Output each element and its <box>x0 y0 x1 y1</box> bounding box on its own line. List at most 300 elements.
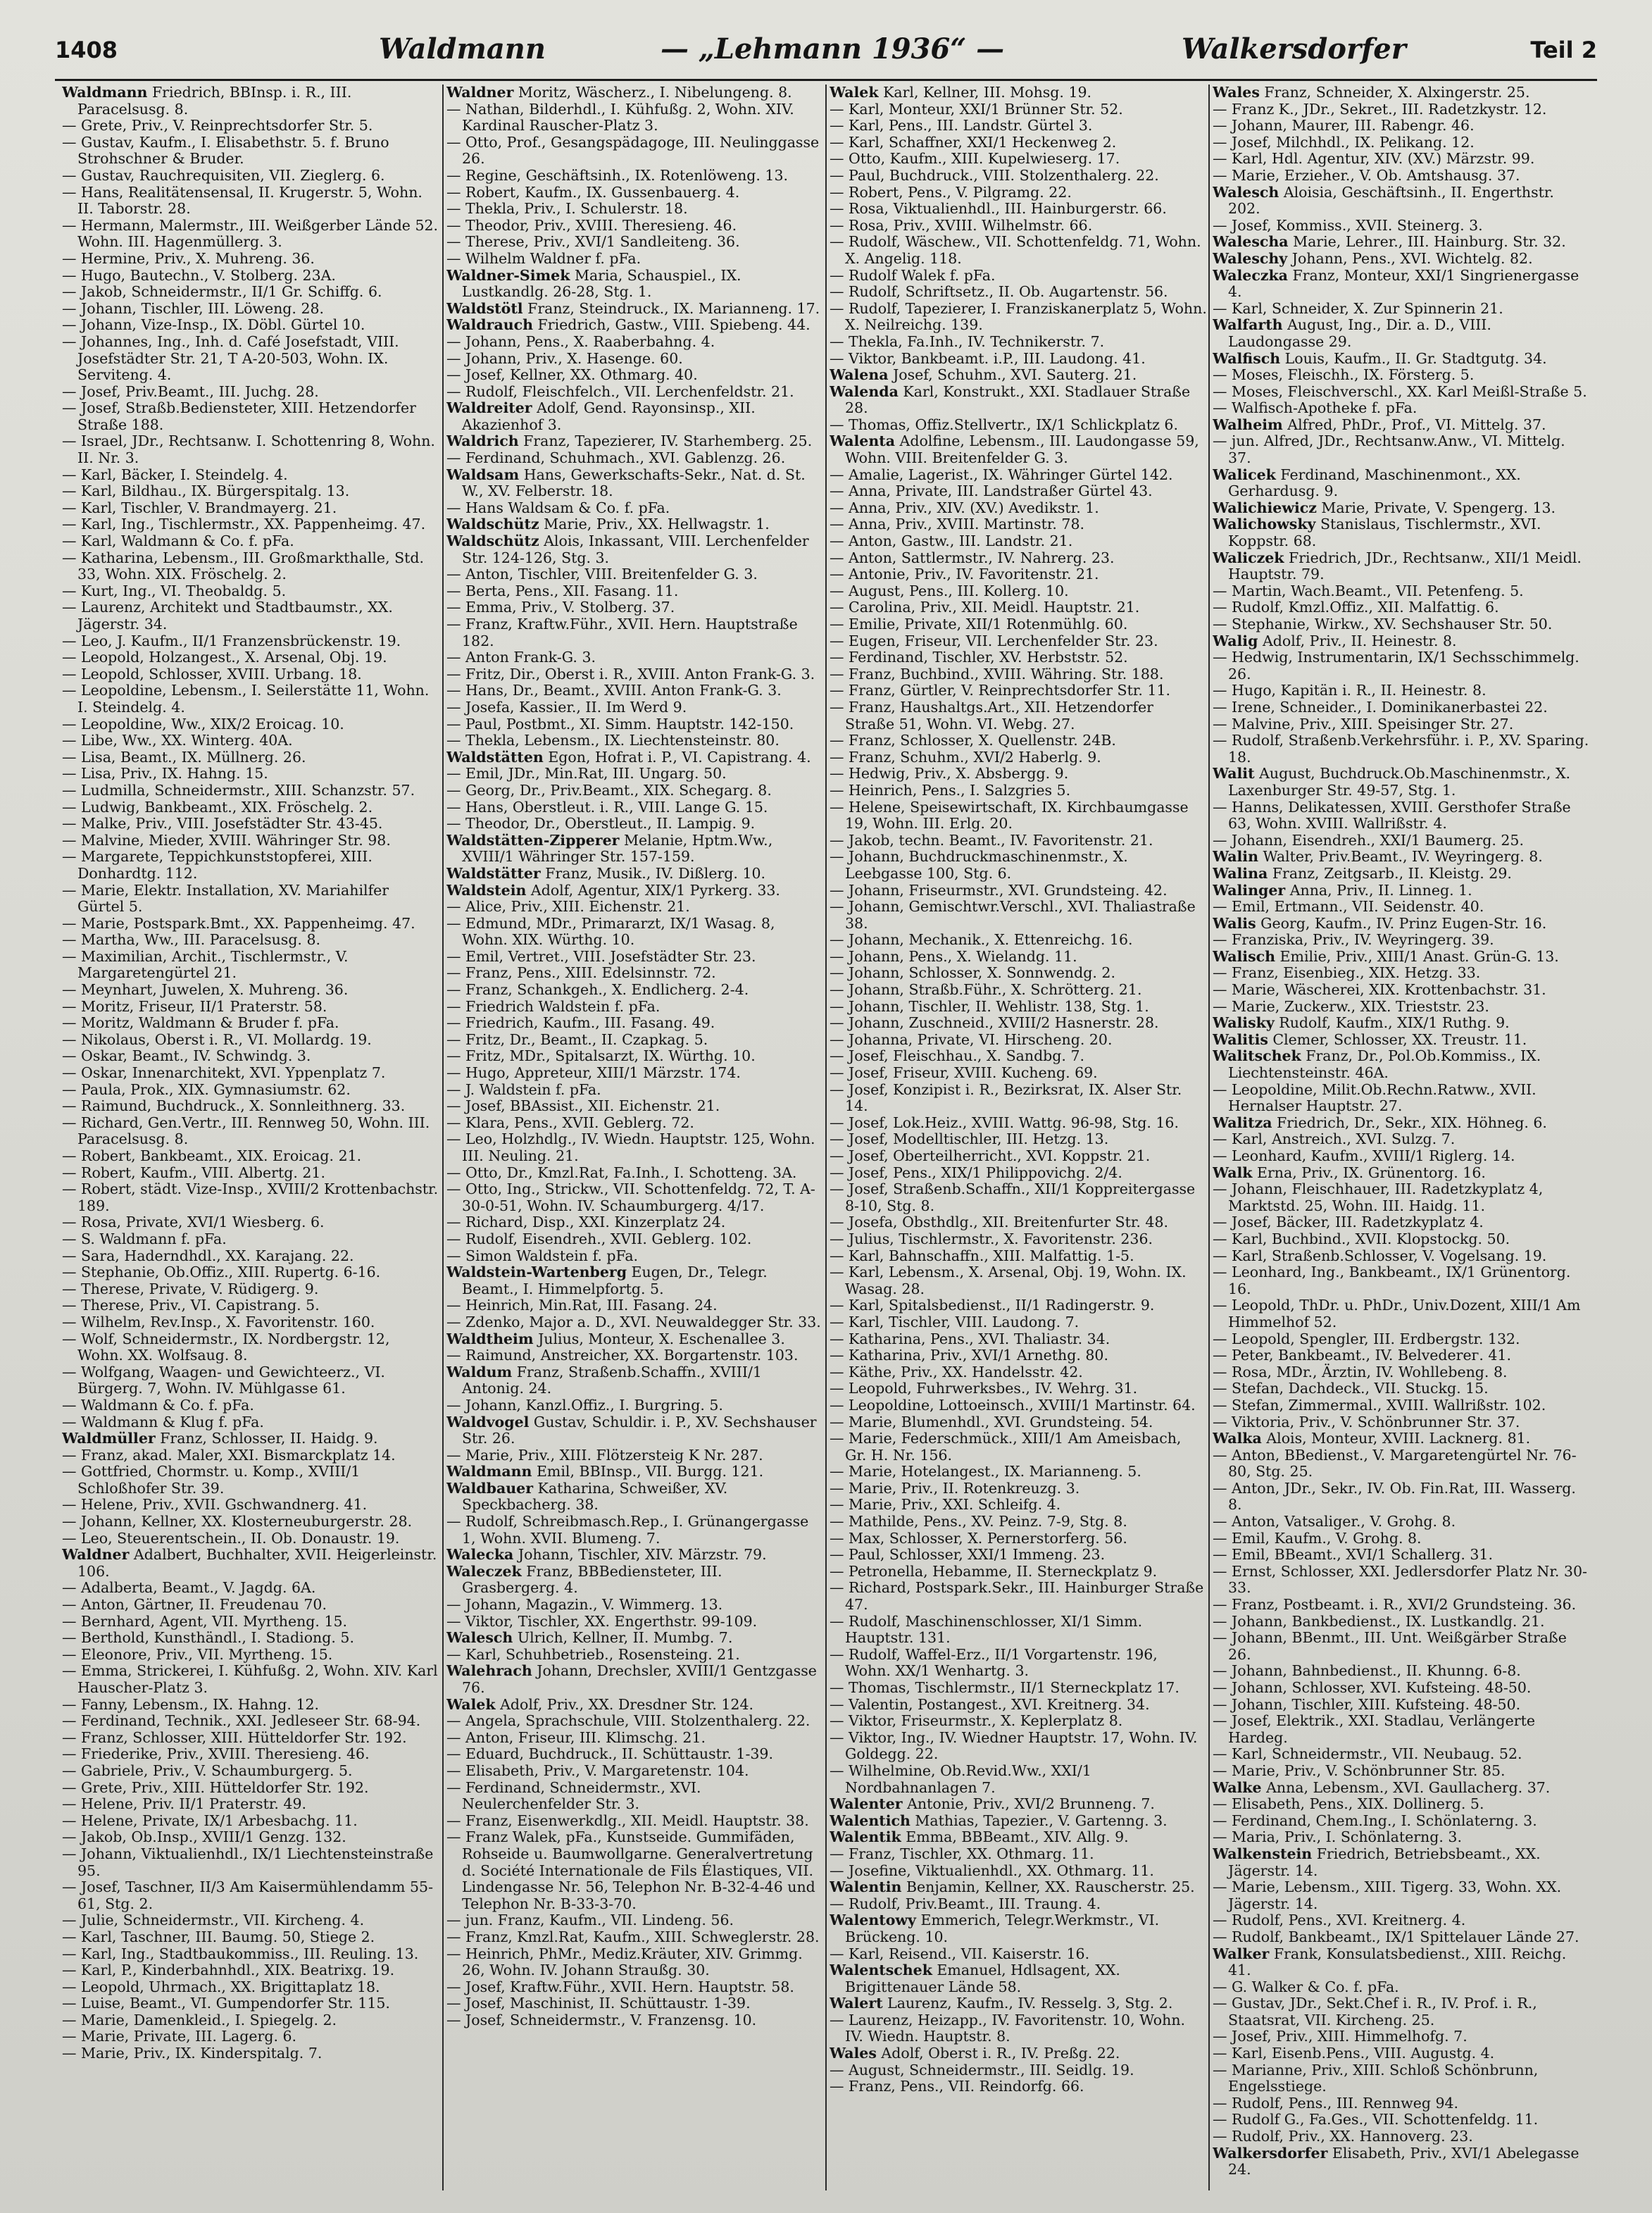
directory-entry <box>62 999 439 1016</box>
entry-surname: Waldrauch <box>446 316 534 334</box>
directory-entry <box>830 1730 1207 1763</box>
entry-text: Maria, Schauspiel., IX. Lustkandlg. 26-28, Stg. 1. <box>462 266 741 301</box>
entry-text: — Leopold, ThDr. u. PhDr., Univ.Dozent, XIII/1 Am Himmelhof 52. <box>1213 1297 1581 1330</box>
entry-text: — Anton, Tischler, VIII. Breitenfelder G. 3. <box>446 566 758 583</box>
directory-entry <box>1213 2028 1590 2045</box>
entry-text: — Franz, Schuhm., XVI/2 Haberlg. 9. <box>830 748 1101 766</box>
entry-text: — Franz, Pens., XIII. Edelsinnstr. 72. <box>446 964 716 982</box>
entry-text: — Katharina, Priv., XVI/1 Arnethg. 80. <box>830 1347 1108 1364</box>
directory-entry <box>446 1065 824 1082</box>
entry-text: — Ferdinand, Tischler, XV. Herbststr. 52. <box>830 649 1128 666</box>
entry-text: — Alice, Priv., XIII. Eichenstr. 21. <box>446 898 690 916</box>
entry-surname: Waldstätten <box>446 748 544 766</box>
directory-entry <box>830 417 1207 434</box>
entry-surname: Walek <box>446 1695 496 1713</box>
entry-text: — Heinrich, Pens., I. Salzgries 5. <box>830 781 1071 799</box>
directory-entry <box>1213 932 1590 949</box>
entry-text: Julius, Monteur, X. Eschenallee 3. <box>533 1330 785 1347</box>
entry-text: — Raimund, Buchdruck., X. Sonnleithnerg. 33. <box>62 1097 406 1115</box>
directory-entry-head <box>1213 550 1590 583</box>
directory-entry <box>62 633 439 650</box>
directory-entry <box>62 666 439 683</box>
entry-text: — Richard, Disp., XXI. Kinzerplatz 24. <box>446 1214 726 1231</box>
directory-entry <box>62 1015 439 1032</box>
directory-entry <box>830 2062 1207 2079</box>
entry-text: August, Ing., Dir. a. D., VIII. Laudongasse 29. <box>1228 316 1491 350</box>
entry-text: — Josef, Kellner, XX. Othmarg. 40. <box>446 366 698 384</box>
directory-entry <box>1213 616 1590 633</box>
entry-text: — Marie, Zuckerw., XIX. Trieststr. 23. <box>1213 997 1489 1015</box>
directory-entry <box>62 301 439 318</box>
entry-text: — Franz Walek, pFa., Kunstseide. Gummifäden, Rohseide u. Baumwollgarne. Generalvertretung d. Société Internationale de Fils Élastiques, VII. Lindengasse Nr. 56, Telephon Nr. B-32-4-46 und Telephon Nr. B-33-3-70. <box>446 1828 815 1912</box>
entry-text: — Johann, Gemischtwr.Verschl., XVI. Thaliastraße 38. <box>830 898 1196 932</box>
entry-text: — Marianne, Priv., XIII. Schloß Schönbrunn, Engelsstiege. <box>1213 2061 1539 2095</box>
directory-entry <box>1213 2095 1590 2112</box>
directory-entry <box>62 982 439 999</box>
entry-text: — Martin, Wach.Beamt., VII. Petenfeng. 5. <box>1213 582 1524 599</box>
directory-entry-head <box>1213 1780 1590 1797</box>
entry-text: — Franz, Schankgeh., X. Endlicherg. 2-4. <box>446 981 749 999</box>
entry-text: — Marie, Federschmück., XIII/1 Am Ameisbach, Gr. H. Nr. 156. <box>830 1430 1182 1464</box>
directory-entry <box>830 467 1207 484</box>
entry-text: Johann, Drechsler, XVIII/1 Gentzgasse 76. <box>462 1662 817 1696</box>
entry-text: Marie, Lehrer., III. Hainburg. Str. 32. <box>1288 233 1566 251</box>
entry-text: Alfred, PhDr., Prof., VI. Mittelg. 37. <box>1282 416 1546 433</box>
directory-entry <box>62 949 439 982</box>
directory-entry <box>62 1447 439 1464</box>
entry-text: — Marie, Priv., XIII. Flötzersteig K Nr. 287. <box>446 1446 763 1464</box>
entry-text: — Waldmann & Klug f. pFa. <box>62 1413 264 1430</box>
directory-entry <box>830 118 1207 135</box>
directory-entry-head <box>446 433 824 450</box>
directory-entry <box>1213 367 1590 384</box>
entry-text: Friedrich, JDr., Rechtsanw., XII/1 Meidl. Hauptstr. 79. <box>1228 549 1582 583</box>
directory-entry <box>830 1015 1207 1032</box>
entry-text: — Karl, Eisenb.Pens., VIII. Augustg. 4. <box>1213 2045 1495 2062</box>
entry-surname: Walig <box>1213 632 1258 649</box>
entry-text: — Rudolf, Waffel-Erz., II/1 Vorgartenstr. 196, Wohn. XX/1 Wenhartg. 3. <box>830 1645 1158 1680</box>
entry-text: — Hedwig, Instrumentarin, IX/1 Sechsschimmelg. 26. <box>1213 649 1579 682</box>
entry-text: — Leopold, Schlosser, XVIII. Urbang. 18. <box>62 665 362 682</box>
entry-text: — Hans, Oberstleut. i. R., VIII. Lange G. 15. <box>446 798 768 816</box>
directory-entry <box>62 1912 439 1929</box>
entry-text: — Johann, Kanzl.Offiz., I. Burgring. 5. <box>446 1396 723 1414</box>
entry-text: — Katharina, Pens., XVI. Thaliastr. 34. <box>830 1330 1110 1347</box>
entry-text: August, Buchdruck.Ob.Maschinenmstr., X. Laxenburger Str. 49-57, Stg. 1. <box>1228 765 1571 799</box>
entry-text: — Rudolf, Bankbeamt., IX/1 Spittelauer Lände 27. <box>1213 1928 1579 1945</box>
directory-entry <box>62 883 439 916</box>
directory-entry <box>446 1780 824 1813</box>
entry-text: — Elisabeth, Priv., V. Margaretenstr. 104. <box>446 1762 749 1779</box>
entry-surname: Walenda <box>830 382 899 400</box>
directory-entry <box>830 1165 1207 1182</box>
entry-text: — Johann, Tischler, II. Wehlistr. 138, Stg. 1. <box>830 997 1149 1015</box>
directory-entry <box>446 1763 824 1780</box>
entry-text: — Stephanie, Ob.Offiz., XIII. Rupertg. 6-16. <box>62 1264 381 1281</box>
directory-entry-head <box>446 1663 824 1696</box>
entry-text: — Grete, Priv., XIII. Hütteldorfer Str. 192. <box>62 1778 369 1796</box>
entry-text: — Ferdinand, Technik., XXI. Jedleseer Str. 68-94. <box>62 1712 421 1730</box>
directory-entry-head <box>446 1547 824 1564</box>
entry-text: — Leo, Steuerentschein., II. Ob. Donaustr. 19. <box>62 1529 400 1547</box>
entry-text: Katharina, Schweißer, XV. Speckbacherg. 38. <box>462 1479 728 1514</box>
entry-surname: Walena <box>830 366 889 384</box>
entry-surname: Waldtheim <box>446 1330 534 1347</box>
entry-text: — Oskar, Beamt., IV. Schwindg. 3. <box>62 1047 311 1065</box>
entry-text: — Josef, Kommiss., XVII. Steinerg. 3. <box>1213 216 1483 234</box>
entry-text: — Rudolf, Wäschew., VII. Schottenfeldg. 71, Wohn. X. Angelig. 118. <box>830 233 1201 267</box>
entry-text: — Stefan, Zimmermal., XVIII. Wallrißstr. 102. <box>1213 1396 1546 1414</box>
directory-entry <box>62 500 439 517</box>
directory-entry <box>1213 1231 1590 1248</box>
directory-entry <box>830 833 1207 849</box>
directory-entry <box>1213 833 1590 849</box>
entry-surname: Walesch <box>1213 183 1279 201</box>
directory-entry <box>62 1148 439 1165</box>
directory-entry <box>1213 799 1590 833</box>
directory-entry <box>62 1879 439 1912</box>
entry-text: — Hugo, Bautechn., V. Stolberg. 23A. <box>62 266 336 284</box>
entry-text: — Johann, Magazin., V. Wimmerg. 13. <box>446 1596 723 1614</box>
entry-text: — Karl, Bildhau., IX. Bürgerspitalg. 13. <box>62 482 350 500</box>
directory-entry-head <box>446 1464 824 1480</box>
entry-surname: Walinger <box>1213 881 1286 899</box>
entry-text: — Peter, Bankbeamt., IV. Belvederег. 41. <box>1213 1347 1511 1364</box>
entry-text: — Josef, Straßenb.Schaffn., XII/1 Koppreitergasse 8-10, Stg. 8. <box>830 1180 1196 1214</box>
entry-text: — Rudolf, Fleischfelch., VII. Lerchenfeldstr. 21. <box>446 382 794 400</box>
directory-entry <box>830 533 1207 550</box>
entry-text: — Marie, Blumenhdl., XVI. Grundsteing. 54. <box>830 1413 1153 1430</box>
entry-text: — Theodor, Dr., Oberstleut., II. Lampig. 9. <box>446 815 756 833</box>
entry-text: — Elisabeth, Pens., XIX. Dollinerg. 5. <box>1213 1795 1484 1813</box>
entry-text: — Rudolf Walek f. pFa. <box>830 266 996 284</box>
entry-text: Johann, Tischler, XIV. Märzstr. 79. <box>513 1546 767 1564</box>
directory-column-4 <box>1213 85 1590 2190</box>
entry-surname: Waldstein-Wartenberg <box>446 1264 627 1281</box>
directory-entry <box>830 699 1207 733</box>
entry-text: — Wilhelm, Rev.Insp., X. Favoritenstr. 160. <box>62 1313 375 1330</box>
entry-surname: Waldmüller <box>62 1430 156 1447</box>
directory-entry <box>62 317 439 334</box>
directory-entry <box>830 1115 1207 1132</box>
entry-text: — Walfisch-Apotheke f. pFa. <box>1213 399 1418 417</box>
entry-text: Egon, Hofrat i. P., VI. Capistrang. 4. <box>543 748 811 766</box>
entry-text: — Leopoldine, Ww., XIX/2 Eroicag. 10. <box>62 715 344 733</box>
entry-text: — Paul, Buchdruck., VIII. Stolzenthalerg. 22. <box>830 166 1159 184</box>
entry-surname: Walka <box>1213 1430 1262 1447</box>
directory-column-1 <box>62 85 439 2190</box>
directory-entry <box>830 1846 1207 1863</box>
directory-entry <box>446 1397 824 1414</box>
entry-text: — Waldmann & Co. f. pFa. <box>62 1396 254 1414</box>
directory-entry <box>830 932 1207 949</box>
directory-entry <box>62 1248 439 1265</box>
entry-text: — Marie, Priv., V. Schönbrunner Str. 85. <box>1213 1762 1506 1779</box>
entry-text: — Bernhard, Agent, VII. Myrtheng. 15. <box>62 1612 348 1630</box>
entry-text: Frank, Konsulatsbedienst., XIII. Reichg. 41. <box>1228 1945 1567 1979</box>
entry-text: — Robert, Kaufm., VIII. Albertg. 21. <box>62 1164 325 1181</box>
directory-entry <box>62 1796 439 1813</box>
entry-text: — Rosa, Private, XVI/1 Wiesberg. 6. <box>62 1214 325 1231</box>
entry-surname: Waldschütz <box>446 516 539 533</box>
directory-entry-head <box>446 866 824 883</box>
entry-text: — Hermine, Priv., X. Muhreng. 36. <box>62 249 315 267</box>
directory-entry <box>446 1447 824 1464</box>
page-number: 1408 <box>55 37 118 63</box>
entry-text: — Jakob, techn. Beamt., IV. Favoritenstr. 21. <box>830 831 1153 849</box>
entry-surname: Walentowy <box>830 1912 916 1929</box>
entry-surname: Walfisch <box>1213 349 1281 367</box>
directory-entry <box>446 566 824 583</box>
entry-surname: Wales <box>1213 85 1260 101</box>
entry-text: — Oskar, Innenarchitekt, XVI. Yppenplatz 7. <box>62 1064 386 1082</box>
entry-surname: Walentik <box>830 1828 901 1846</box>
entry-text: Moritz, Wäscherz., I. Nibelungeng. 8. <box>513 85 792 101</box>
entry-surname: Walichiewicz <box>1213 499 1317 516</box>
entry-text: — Meynhart, Juwelen, X. Muhreng. 36. <box>62 981 349 999</box>
directory-entry <box>830 1946 1207 1963</box>
entry-text: Emanuel, Hdlsagent, XX. Brigittenauer Lände 58. <box>845 1962 1120 1995</box>
directory-entry <box>62 1214 439 1231</box>
entry-surname: Waldvogel <box>446 1413 530 1430</box>
directory-entry <box>446 1995 824 2012</box>
directory-entry-head <box>1213 1846 1590 1879</box>
entry-text: — Gabriele, Priv., V. Schaumburgerg. 5. <box>62 1762 353 1779</box>
entry-text: — Franz, Buchbind., XVIII. Währing. Str. 188. <box>830 665 1164 682</box>
directory-entry-head <box>1213 185 1590 218</box>
entry-text: — Viktor, Ing., IV. Wiedner Hauptstr. 17, Wohn. IV. Goldegg. 22. <box>830 1728 1198 1763</box>
directory-entry <box>830 999 1207 1016</box>
directory-entry <box>62 1264 439 1281</box>
directory-entry <box>446 1829 824 1912</box>
directory-entry <box>1213 682 1590 699</box>
directory-entry <box>830 301 1207 334</box>
directory-entry <box>830 1896 1207 1913</box>
directory-entry <box>62 2045 439 2062</box>
entry-text: Eugen, Dr., Telegr. Beamt., I. Himmelpfortg. 5. <box>462 1264 768 1297</box>
directory-entry <box>446 1115 824 1132</box>
entry-text: — Hugo, Appreteur, XIII/1 Märzstr. 174. <box>446 1064 741 1082</box>
entry-surname: Walentin <box>830 1878 902 1896</box>
directory-entry <box>830 616 1207 633</box>
directory-entry <box>830 1397 1207 1414</box>
directory-entry <box>446 351 824 368</box>
entry-text: Stanislaus, Tischlermstr., XVI. Koppstr. 68. <box>1228 516 1541 550</box>
entry-text: Franz, BBBediensteter, III. Grasbergerg. 4. <box>462 1562 722 1597</box>
entry-text: — Israel, JDr., Rechtsanw. I. Schottenring 8, Wohn. II. Nr. 3. <box>62 432 435 467</box>
entry-text: — Karl, Schuhbetrieb., Rosensteing. 21. <box>446 1645 740 1663</box>
entry-text: — Friedrich Waldstein f. pFa. <box>446 997 661 1015</box>
directory-entry <box>830 1713 1207 1730</box>
directory-entry <box>1213 1248 1590 1265</box>
entry-text: — Karl, Lebensm., X. Arsenal, Obj. 19, Wohn. IX. Wasag. 28. <box>830 1264 1187 1297</box>
directory-entry <box>446 1165 824 1182</box>
entry-text: Alois, Monteur, XVIII. Lacknerg. 81. <box>1261 1430 1531 1447</box>
entry-text: — Karl, Bahnschaffn., XIII. Malfattig. 1-5. <box>830 1247 1134 1264</box>
directory-entry-head <box>1213 85 1590 101</box>
entry-text: — Johann, Bahnbedienst., II. Khunng. 6-8. <box>1213 1662 1521 1680</box>
entry-text: — Karl, Reisend., VII. Kaiserstr. 16. <box>830 1945 1090 1962</box>
directory-entry-head <box>1213 1032 1590 1049</box>
directory-entry <box>62 384 439 401</box>
directory-entry <box>62 334 439 384</box>
directory-entry <box>1213 716 1590 733</box>
entry-surname: Waldner <box>446 85 514 101</box>
directory-entry <box>830 1763 1207 1796</box>
directory-entry <box>830 1248 1207 1265</box>
column-divider <box>825 85 827 2190</box>
directory-entry <box>446 1746 824 1763</box>
entry-text: Mathias, Tapezier., V. Gartenng. 3. <box>910 1812 1168 1829</box>
directory-entry <box>830 749 1207 766</box>
directory-entry <box>1213 899 1590 916</box>
entry-surname: Walisch <box>1213 947 1276 965</box>
entry-text: — Stefan, Dachdeck., VII. Stuckg. 15. <box>1213 1380 1489 1397</box>
directory-entry <box>1213 1995 1590 2028</box>
entry-text: — Otto, Dr., Kmzl.Rat, Fa.Inh., I. Schotteng. 3A. <box>446 1164 797 1181</box>
directory-entry-head <box>830 1995 1207 2012</box>
directory-entry-head <box>1213 849 1590 866</box>
entry-text: — Laurenz, Architekt und Stadtbaumstr., XX. Jägerstr. 34. <box>62 599 393 632</box>
entry-text: — Marie, Priv., IX. Kinderspitalg. 7. <box>62 2045 323 2062</box>
directory-entry <box>446 899 824 916</box>
directory-entry <box>830 516 1207 533</box>
entry-text: — Anton, Gastw., III. Landstr. 21. <box>830 532 1073 550</box>
directory-entry <box>446 1813 824 1830</box>
entry-text: — Wilhelm Waldner f. pFa. <box>446 249 642 267</box>
directory-entry-head <box>830 1829 1207 1846</box>
entry-text: — Franz, Pens., VII. Reindorfg. 66. <box>830 2078 1084 2095</box>
entry-text: — Anna, Private, III. Landstraßer Gürtel 43. <box>830 482 1153 500</box>
entry-text: — Viktor, Tischler, XX. Engerthstr. 99-109. <box>446 1612 758 1630</box>
entry-text: — Johann, Maurer, III. Rabengr. 46. <box>1213 117 1475 135</box>
entry-text: — Leonhard, Kaufm., XVIII/1 Riglerg. 14. <box>1213 1147 1515 1164</box>
directory-entry <box>62 1514 439 1531</box>
directory-entry <box>62 168 439 185</box>
entry-text: — Fritz, MDr., Spitalsarzt, IX. Würthg. 10. <box>446 1047 756 1065</box>
entry-text: Benjamin, Kellner, XX. Rauscherstr. 25. <box>901 1878 1195 1896</box>
directory-entry-head <box>446 1630 824 1647</box>
entry-text: Johann, Pens., XVI. Wichtelg. 82. <box>1287 249 1533 267</box>
directory-entry-head <box>1213 1430 1590 1447</box>
entry-text: — Johann, Pens., X. Wielandg. 11. <box>830 947 1077 965</box>
directory-entry-head <box>1213 1048 1590 1081</box>
directory-entry <box>830 982 1207 999</box>
directory-entry <box>1213 1813 1590 1830</box>
directory-entry <box>446 218 824 235</box>
entry-text: — Anton, Sattlermstr., IV. Nahrerg. 23. <box>830 549 1115 566</box>
entry-text: — Leo, J. Kaufm., II/1 Franzensbrückenstr. 19. <box>62 632 401 649</box>
entry-text: Anna, Priv., II. Linneg. 1. <box>1285 881 1472 899</box>
entry-text: — Josef, Maschinist, II. Schüttaustr. 1-39. <box>446 1995 751 2012</box>
entry-text: — Grete, Priv., V. Reinprechtsdorfer Str. 5. <box>62 117 373 135</box>
entry-text: — Käthe, Priv., XX. Handelsstr. 42. <box>830 1363 1083 1380</box>
entry-text: — Rudolf, Kmzl.Offiz., XII. Malfattig. 6. <box>1213 599 1499 616</box>
entry-text: — Gustav, Kaufm., I. Elisabethstr. 5. f. Bruno Strohschner & Bruder. <box>62 133 389 168</box>
directory-entry <box>446 384 824 401</box>
entry-text: — Anna, Priv., XIV. (XV.) Avedikstr. 1. <box>830 499 1099 516</box>
directory-entry <box>1213 1447 1590 1480</box>
directory-entry <box>1213 1264 1590 1297</box>
directory-entry <box>446 1647 824 1664</box>
directory-entry-head <box>446 1264 824 1297</box>
entry-text: — Paul, Postbmt., XI. Simm. Hauptstr. 142-150. <box>446 715 794 733</box>
directory-entry <box>830 1580 1207 1613</box>
entry-text: — Katharina, Lebensm., III. Großmarkthalle, Std. 33, Wohn. XIX. Fröschelg. 2. <box>62 549 425 583</box>
directory-entry-head <box>446 268 824 301</box>
entry-text: — Johann, Priv., X. Hasenge. 60. <box>446 349 683 367</box>
entry-text: — Johann, Kellner, XX. Klosterneuburgerstr. 28. <box>62 1513 413 1531</box>
directory-entry <box>1213 168 1590 185</box>
directory-entry-head <box>62 85 439 118</box>
directory-entry <box>446 816 824 833</box>
directory-entry <box>62 1663 439 1696</box>
directory-entry <box>446 766 824 783</box>
directory-entry <box>62 816 439 833</box>
directory-entry <box>446 1347 824 1364</box>
entry-surname: Waleschy <box>1213 249 1288 267</box>
entry-text: — Sara, Haderndhdl., XX. Karajang. 22. <box>62 1247 354 1264</box>
directory-entry <box>62 118 439 135</box>
entry-text: — Helene, Priv. II/1 Praterstr. 49. <box>62 1795 306 1813</box>
directory-entry <box>830 883 1207 899</box>
directory-entry <box>62 1647 439 1664</box>
directory-entry <box>1213 2112 1590 2128</box>
directory-entry <box>62 2012 439 2029</box>
directory-entry <box>62 649 439 666</box>
entry-text: — J. Waldstein f. pFa. <box>446 1080 601 1098</box>
entry-surname: Waldum <box>446 1363 513 1380</box>
entry-text: Franz, Zeitgsarb., II. Kleistg. 29. <box>1268 864 1512 882</box>
directory-entry <box>446 799 824 816</box>
directory-entry <box>830 351 1207 368</box>
directory-entry-head <box>1213 317 1590 350</box>
directory-entry <box>830 649 1207 666</box>
directory-entry <box>446 500 824 517</box>
entry-surname: Wales <box>830 2045 877 2062</box>
right-guide-word: Walkersdorfer <box>1182 32 1406 66</box>
entry-text: — Thomas, Tischlermstr., II/1 Sterneckplatz 17. <box>830 1679 1179 1696</box>
directory-entry <box>1213 1614 1590 1631</box>
directory-entry-head <box>1213 949 1590 966</box>
entry-text: — Ferdinand, Chem.Ing., I. Schönlaterng. 3. <box>1213 1812 1537 1829</box>
entry-surname: Waleczka <box>1213 266 1288 284</box>
directory-entry <box>62 716 439 733</box>
entry-text: Alois, Inkassant, VIII. Lerchenfelder Str. 124-126, Stg. 3. <box>462 532 809 566</box>
entry-text: — Helene, Priv., XVII. Gschwandnerg. 41. <box>62 1496 368 1514</box>
directory-entry <box>830 2078 1207 2095</box>
entry-text: — Malke, Priv., VIII. Josefstädter Str. 43-45. <box>62 815 383 833</box>
entry-text: — Karl, Spitalsbedienst., II/1 Radingerstr. 9. <box>830 1297 1155 1314</box>
directory-entry <box>446 716 824 733</box>
entry-text: — Johann, Schlosser, XVI. Kufsteing. 48-50. <box>1213 1679 1532 1696</box>
entry-text: — Helene, Private, IX/1 Arbesbachg. 11. <box>62 1812 358 1829</box>
directory-entry <box>1213 2128 1590 2145</box>
directory-entry <box>446 1297 824 1314</box>
directory-entry <box>830 1048 1207 1065</box>
entry-text: — Rudolf, Schriftsetz., II. Ob. Augartenstr. 56. <box>830 283 1168 301</box>
directory-entry <box>62 1048 439 1065</box>
directory-entry <box>446 599 824 616</box>
directory-entry <box>830 1065 1207 1082</box>
directory-entry <box>1213 1763 1590 1780</box>
directory-entry <box>830 2012 1207 2045</box>
directory-entry <box>446 450 824 467</box>
entry-text: — Moses, Fleischverschl., XX. Karl Meißl-Straße 5. <box>1213 382 1587 400</box>
entry-text: — Johann, Friseurmstr., XVI. Grundsteing. 42. <box>830 881 1168 899</box>
entry-text: — Otto, Kaufm., XIII. Kupelwieserg. 17. <box>830 150 1120 168</box>
directory-entry <box>62 1580 439 1597</box>
